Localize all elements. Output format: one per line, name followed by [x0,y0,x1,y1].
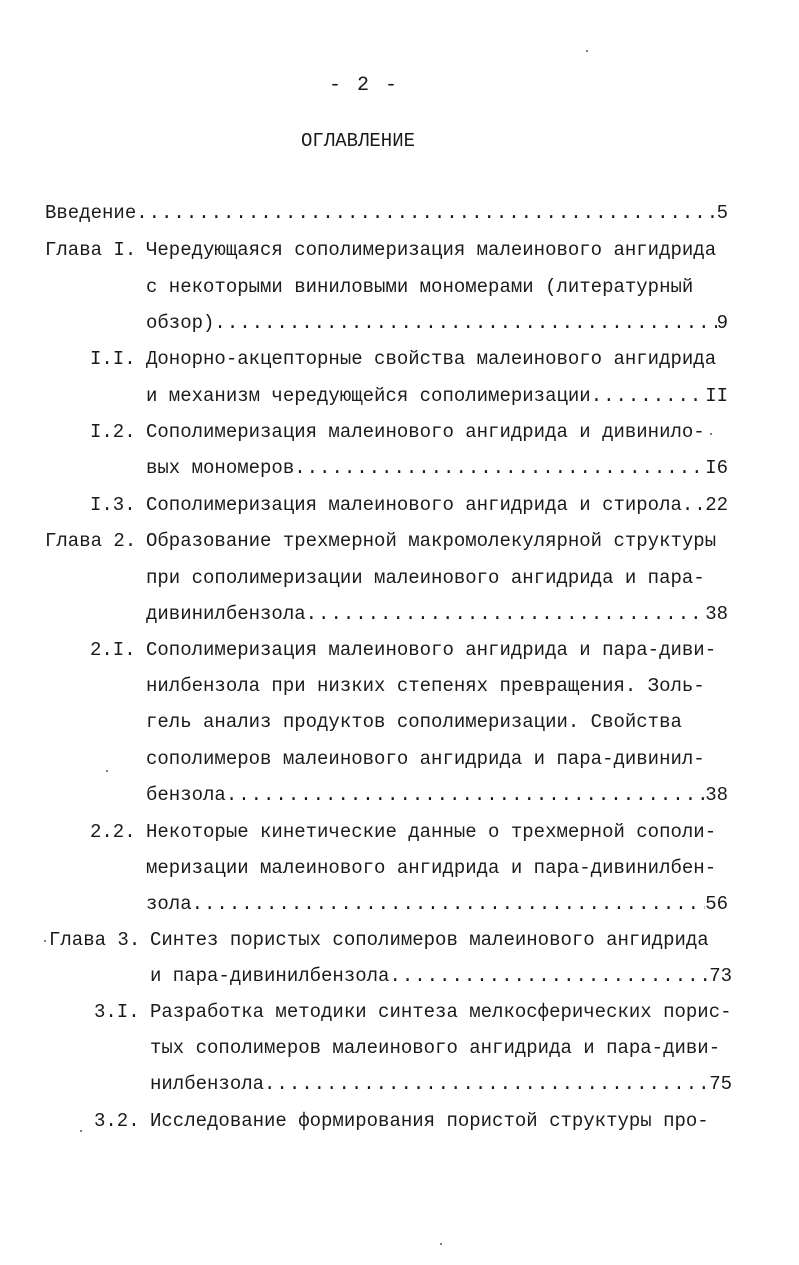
toc-entry-line: Сополимеризация малеинового ангидрида и пара-диви- [146,639,717,661]
toc-section-number: I.I. [90,348,136,370]
scan-speck [586,50,588,52]
toc-entry-line: меризации малеинового ангидрида и пара-дивинилбен- [146,857,717,879]
toc-page-ref: 73 [709,965,732,987]
toc-page-ref: 38 [705,784,728,806]
toc-entry-line: гель анализ продуктов сополимеризации. Свойства [146,711,682,733]
toc-page-ref: 5 [716,202,728,224]
toc-entry-line: нилбензола [150,1073,265,1095]
toc-entry-line: Чередующаяся сополимеризация малеинового ангидрида [146,239,717,261]
toc-page-ref: 75 [709,1073,732,1095]
toc-entry-line: нилбензола при низких степенях превращения. Золь- [146,675,705,697]
toc-entry-line: Донорно-акцепторные свойства малеинового ангидрида [146,348,717,370]
toc-entry-line: обзор) [146,312,215,334]
toc-entry-line: бензола [146,784,226,806]
toc-entry-label: Введение [45,202,137,224]
dot-leader [136,202,716,224]
dot-leader [294,457,705,479]
toc-page-ref: II [705,385,728,407]
toc-entry-section-2-1 [146,784,728,806]
toc-page-ref: 22 [705,494,728,516]
toc-entry-chapter-2 [146,603,728,625]
document-title: ОГЛАВЛЕНИЕ [300,130,416,152]
toc-page-ref: 38 [705,603,728,625]
toc-entry-line: Некоторые кинетические данные о трехмерной сополи- [146,821,717,843]
scan-speck [440,1243,442,1245]
dot-leader [214,312,716,334]
toc-entry-line: Исследование формирования пористой структуры про- [150,1110,709,1132]
toc-entry-line: дивинилбензола [146,603,306,625]
toc-entry-section-1-3 [146,494,728,516]
toc-entry-chapter-3 [150,965,732,987]
toc-entry-chapter-1 [146,312,728,334]
dot-leader [264,1073,709,1095]
toc-section-number: I.2. [90,421,136,443]
toc-section-number: I.3. [90,494,136,516]
dot-leader [192,893,706,915]
scan-speck [44,940,46,942]
toc-entry-line: Сополимеризация малеинового ангидрида и дивинило- [146,421,705,443]
dot-leader [306,603,706,625]
toc-entry-line: Синтез пористых сополимеров малеинового ангидрида [150,929,709,951]
toc-entry-line: вых мономеров [146,457,295,479]
toc-entry-line: зола [146,893,192,915]
toc-section-number: 2.2. [90,821,136,843]
toc-chapter-number: Глава 2. [45,530,137,552]
toc-page-ref: 56 [705,893,728,915]
toc-page-ref: I6 [705,457,728,479]
dot-leader [226,784,705,806]
toc-entry-section-2-2 [146,893,728,915]
toc-entry-introduction [45,202,728,224]
toc-entry-line: Сополимеризация малеинового ангидрида и стирола [146,494,682,516]
dot-leader [591,385,706,407]
toc-entry-section-3-1 [150,1073,732,1095]
toc-entry-line: сополимеров малеинового ангидрида и пара-дивинил- [146,748,705,770]
toc-entry-line: тых сополимеров малеинового ангидрида и пара-диви- [150,1037,721,1059]
toc-entry-line: Разработка методики синтеза мелкосферических порис- [150,1001,732,1023]
toc-section-number: 3.2. [94,1110,140,1132]
dot-leader [389,965,709,987]
toc-entry-section-1-2 [146,457,728,479]
scan-speck [710,433,712,435]
toc-entry-line: с некоторыми виниловыми мономерами (литературный [146,276,694,298]
toc-chapter-number: Глава 3. [49,929,141,951]
toc-entry-line: Образование трехмерной макромолекулярной структуры [146,530,717,552]
toc-page-ref: 9 [716,312,728,334]
scan-speck [80,1130,82,1132]
toc-section-number: 2.I. [90,639,136,661]
toc-chapter-number: Глава I. [45,239,137,261]
toc-section-number: 3.I. [94,1001,140,1023]
dot-leader [682,494,705,516]
page-number: - 2 - [328,74,399,97]
toc-entry-line: при сополимеризации малеинового ангидрида и пара- [146,567,705,589]
toc-entry-line: и механизм чередующейся сополимеризации [146,385,591,407]
scan-speck [106,770,108,772]
toc-entry-line: и пара-дивинилбензола [150,965,390,987]
toc-entry-section-1-1 [146,385,728,407]
